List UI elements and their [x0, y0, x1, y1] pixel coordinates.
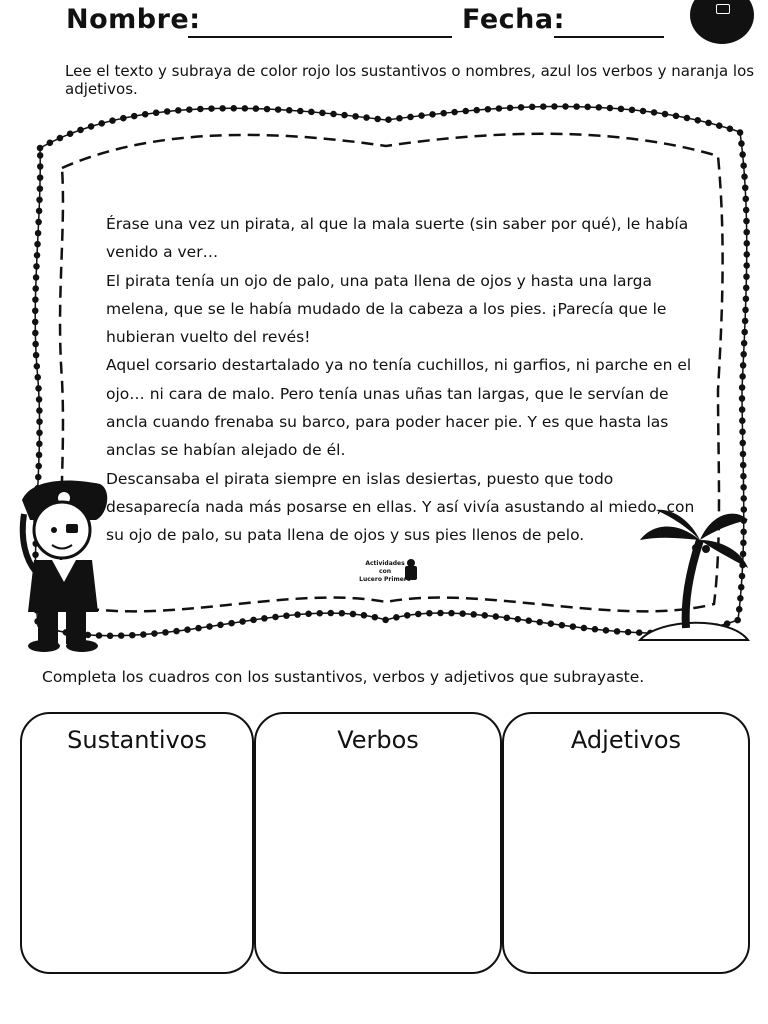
- story-paragraph: Érase una vez un pirata, al que la mala suerte (sin saber por qué), le había venido a ver…: [106, 215, 689, 262]
- name-label: Nombre:: [66, 4, 201, 35]
- box-adjetivos[interactable]: [502, 712, 750, 974]
- credit-line: Actividades: [365, 560, 405, 567]
- instructions: Lee el texto y subraya de color rojo los sustantivos o nombres, azul los verbos y naranja los adjetivos.: [65, 62, 755, 98]
- box-sustantivos[interactable]: [20, 712, 254, 974]
- story-text: [106, 210, 696, 550]
- date-label: Fecha:: [462, 4, 565, 35]
- story-paragraph: Aquel corsario destartalado ya no tenía cuchillos, ni garfios, ni parche en el ojo… ni cara de malo. Pero tenía unas uñas tan largas, que le servían de ancla cuando frenaba su barco, para poder hacer pie. Y es que hasta las anclas se habían alejado de él.: [106, 356, 692, 460]
- box-title: Adjetivos: [570, 726, 682, 754]
- complete-instruction: Completa los cuadros con los sustantivos, verbos y adjetivos que subrayaste.: [42, 668, 645, 686]
- activities-credit: [343, 560, 427, 584]
- story-paragraph: Descansaba el pirata siempre en islas desiertas, puesto que todo desaparecía nada más posarse en ellas. Y así vivía asustando al miedo, con su ojo de palo, su pata llena de ojos y sus pies llenos de pelo.: [106, 469, 695, 545]
- box-verbos[interactable]: [254, 712, 502, 974]
- pirate-illustration: [22, 481, 107, 652]
- credit-line: con: [379, 568, 391, 575]
- story-paragraph: El pirata tenía un ojo de palo, una pata llena de ojos y hasta una larga melena, que se le había mudado de la cabeza a los pies. ¡Parecía que le hubieran vuelto del revés!: [106, 271, 667, 347]
- box-title: Sustantivos: [67, 726, 207, 754]
- credit-line: Lucero Primero: [359, 576, 411, 583]
- box-title: Verbos: [337, 726, 419, 754]
